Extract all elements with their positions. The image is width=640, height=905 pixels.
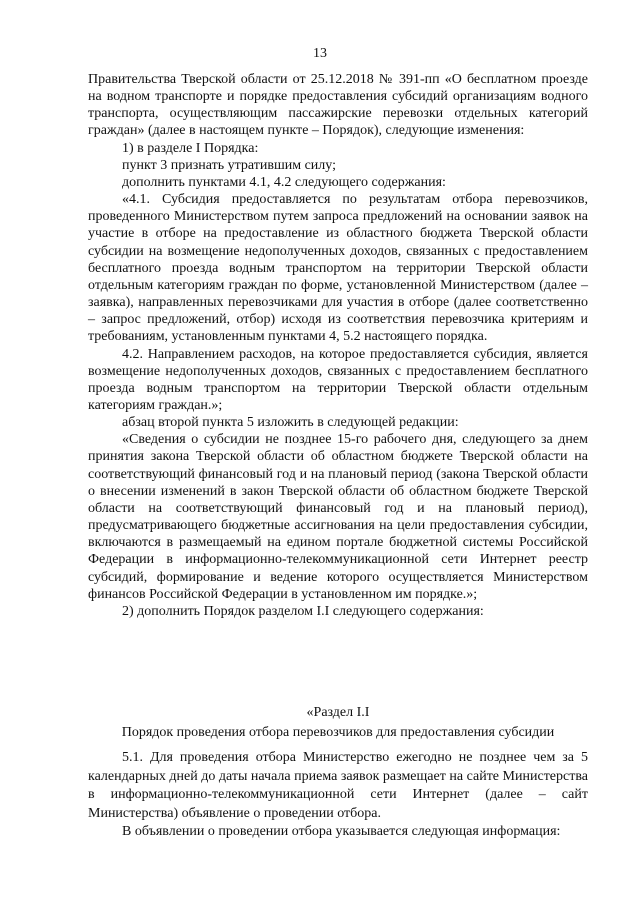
section-heading: [88, 703, 588, 743]
paragraph-intro: Правительства Тверской области от 25.12.2018 № 391-пп «О бесплатном проезде на водном транспорте и порядке предоставления субсидий организациям водного транспорта, осуществляющим пассажирские перевозки отдельных категорий граждан» (далее в настоящем пункте – Порядок), следующие изменения:: [88, 72, 588, 139]
section-subtitle: Порядок проведения отбора перевозчиков для предоставления субсидии: [121, 725, 555, 740]
page-number: 13: [313, 46, 327, 61]
paragraph-section-1: 1) в разделе I Порядка:: [122, 140, 259, 156]
paragraph-announcement: В объявлении о проведении отбора указывается следующая информация:: [122, 824, 561, 839]
paragraph-add-points: дополнить пунктами 4.1, 4.2 следующего содержания:: [122, 174, 446, 190]
paragraph-subsidy-info: «Сведения о субсидии не позднее 15-го рабочего дня, следующего за днем принятия закона Тверской области об областном бюджете Тверской области на соответствующий финансовый год и на плановый период (закона Тверской области о внесении изменений в закон Тверской области об областном бюджете Тверской области на соответствующий финансовый год и на плановый период), предусматривающего бюджетные ассигнования на цели предоставления субсидии, включаются в размещаемый на едином портале бюджетной системы Российской Федерации в информационно-телекоммуникационной сети Интернет реестр субсидий, формирование и ведение которого осуществляется Министерством финансов Российской Федерации в установленном им порядке.»;: [88, 432, 588, 602]
section-title: «Раздел I.I: [306, 705, 370, 720]
paragraph-point-5: абзац второй пункта 5 изложить в следующей редакции:: [122, 415, 459, 431]
paragraph-section-add: 2) дополнить Порядок разделом I.I следующего содержания:: [122, 603, 484, 619]
section-body: [88, 749, 588, 842]
paragraph-point-3: пункт 3 признать утратившим силу;: [122, 157, 336, 173]
body-text: [88, 71, 588, 620]
paragraph-5-1: 5.1. Для проведения отбора Министерство ежегодно не позднее чем за 5 календарных дней до даты начала приема заявок размещает на сайте Министерства в информационно-телекоммуникационной сети Интернет (далее – сайт Министерства) объявление о проведении отбора.: [88, 750, 588, 821]
paragraph-4-2: 4.2. Направлением расходов, на которое предоставляется субсидия, является возмещение недополученных доходов, связанных с предоставлением бесплатного проезда водным транспортом на территории Тверской области отдельным категориям граждан.»;: [88, 346, 588, 413]
paragraph-4-1: «4.1. Субсидия предоставляется по результатам отбора перевозчиков, проведенного Министерством путем запроса предложений на основании заявок на участие в отборе на предоставление из областного бюджета Тверской области субсидии на возмещение недополученных доходов, связанных с предоставлением бесплатного проезда водным транспортом на территории Тверской области отдельным категориям граждан по форме, установленной Министерством (далее – заявка), направленных перевозчиками для участия в отборе (далее соответственно – запрос предложений, отбор) исходя из соответствия перевозчика критериям и требованиям, установленным пунктами 4, 5.2 настоящего порядка.: [88, 192, 588, 345]
